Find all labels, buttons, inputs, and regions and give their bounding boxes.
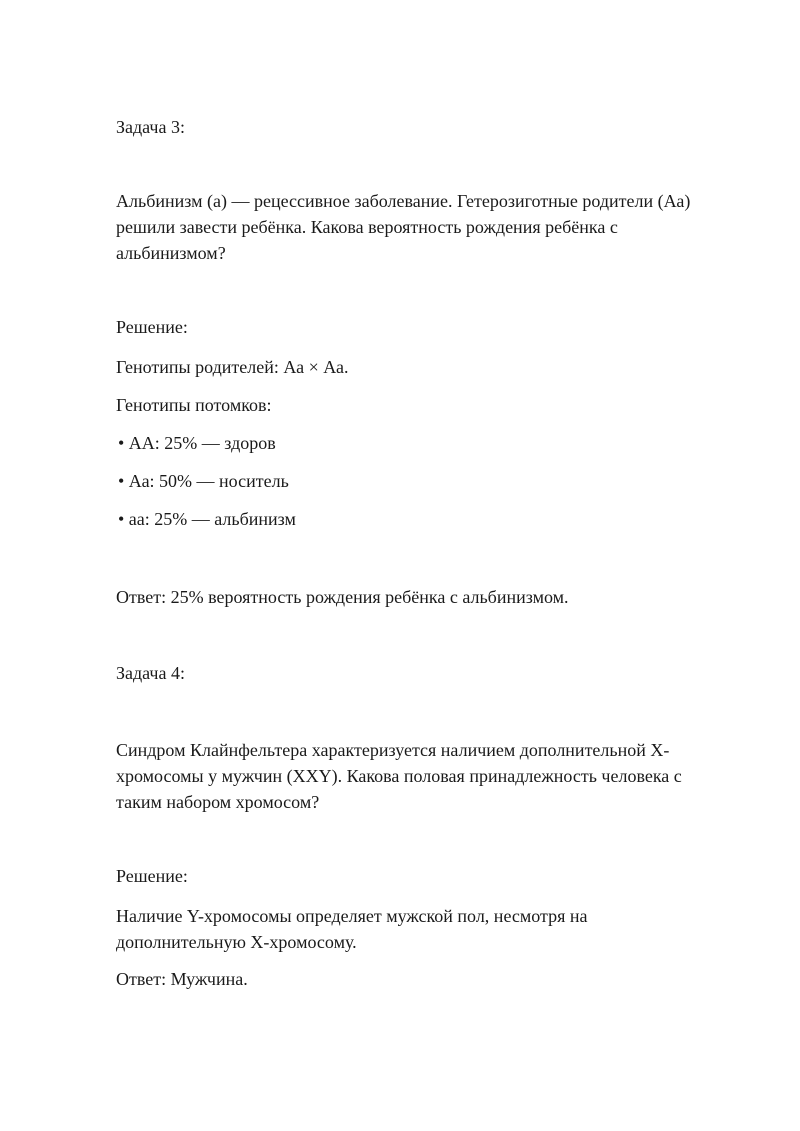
task4-problem-line: Синдром Клайнфельтера характеризуется наличием дополнительной X- — [116, 740, 670, 760]
task3-title: Задача 3: — [116, 117, 185, 137]
task4-title: Задача 4: — [116, 663, 185, 683]
task4-problem-line: таким набором хромосом? — [116, 792, 320, 812]
task3-problem-line: Альбинизм (а) — рецессивное заболевание. Гетерозиготные родители (Аа) — [116, 191, 691, 211]
task3-parents-genotypes: Генотипы родителей: Аа × Аа. — [116, 357, 349, 377]
task4-answer: Ответ: Мужчина. — [116, 969, 248, 989]
task3-problem-line: решили завести ребёнка. Какова вероятность рождения ребёнка с — [116, 217, 618, 237]
task3-solution-label: Решение: — [116, 317, 188, 337]
task4-solution-line: Наличие Y-хромосомы определяет мужской пол, несмотря на — [116, 906, 588, 926]
list-item: • АА: 25% — здоров — [118, 433, 276, 453]
task3-problem-line: альбинизмом? — [116, 243, 226, 263]
task4-solution-line: дополнительную X-хромосому. — [116, 932, 357, 952]
task4-solution-label: Решение: — [116, 866, 188, 886]
task3-offspring-label: Генотипы потомков: — [116, 395, 272, 415]
task3-answer: Ответ: 25% вероятность рождения ребёнка с альбинизмом. — [116, 587, 569, 607]
list-item: • Аа: 50% — носитель — [118, 471, 289, 491]
task4-problem-line: хромосомы у мужчин (XXY). Какова половая принадлежность человека с — [116, 766, 682, 786]
list-item: • аа: 25% — альбинизм — [118, 509, 296, 529]
